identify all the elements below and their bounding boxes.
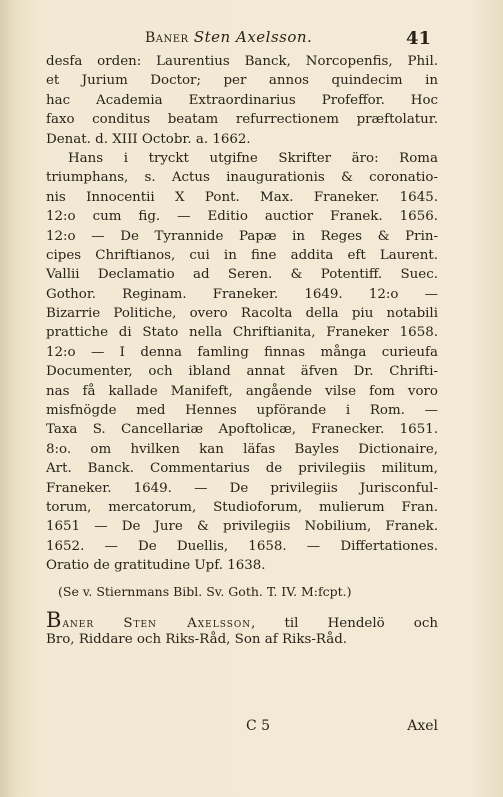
text-line: Vallii Declamatio ad Seren. & Potentiff. Suec. [46, 267, 438, 283]
paragraph-writings [46, 149, 438, 576]
text-line: 12:o — I denna famling finnas många curieufa [46, 344, 438, 360]
text-line: 1652. — De Duellis, 1658. — Differtationes. [46, 538, 438, 554]
text-line: Hans i tryckt utgifne Skrifter äro: Roma [68, 150, 438, 166]
text-line: faxo conditus beatam refurrectionem præftolatur. [46, 112, 438, 128]
reference-line: (Se v. Stiernmans Bibl. Sv. Goth. T. IV. M:fcpt.) [58, 583, 352, 599]
text-line: 12:o cum fig. — Editio auctior Franek. 1656. [46, 209, 438, 225]
entry-surname: aner [62, 615, 95, 631]
text-line: prattiche di Stato nella Chriftianita, Franeker 1658. [46, 325, 438, 341]
running-head-given-name: Sten Axelsson. [193, 28, 313, 46]
catchword: Axel [407, 718, 438, 734]
text-line: hac Academia Extraordinarius Profeffor. Hoc [46, 92, 438, 108]
text-line: Taxa S. Cancellariæ Apoftolicæ, Franecker. 1651. [46, 422, 438, 438]
text-line: et Jurium Doctor; per annos quindecim in [46, 73, 438, 89]
text-line: Denat. d. XIII Octobr. a. 1662. [46, 131, 251, 147]
text-line: Gothor. Reginam. Franeker. 1649. 12:o — [46, 286, 438, 302]
entry-baner-sten-axelsson [46, 611, 438, 650]
text-line: desfa orden: Laurentius Banck, Norcopenfis, Phil. [46, 54, 438, 69]
running-head-surname: Baner [145, 30, 189, 46]
paragraph-epitaph [46, 52, 438, 149]
text-line: Oratio de gratitudine Upf. 1638. [46, 558, 266, 574]
entry-initial: B [46, 610, 63, 631]
signature-mark: C 5 [246, 718, 271, 734]
page-number: 41 [405, 28, 431, 49]
entry-line-2: Bro, Riddare och Riks-Råd, Son af Riks-Råd. [46, 632, 348, 648]
text-line: misfnögde med Hennes upförande i Rom. — [46, 403, 438, 419]
text-line: Art. Banck. Commentarius de privilegiis militum, [46, 461, 438, 477]
text-line: 12:o — De Tyrannide Papæ in Reges & Prin- [46, 228, 438, 244]
entry-text: , til Hendelö och [251, 615, 438, 631]
text-line: cipes Chriftianos, cui in fine addita eft Laurent. [46, 247, 438, 263]
text-line: nis Innocentii X Pont. Max. Franeker. 1645. [46, 189, 438, 205]
main-text [46, 52, 438, 650]
text-line: nas få kallade Manifeft, angående vilse fom voro [46, 383, 438, 399]
text-line: Franeker. 1649. — De privilegiis Jurisconful- [46, 480, 438, 496]
entry-given-name: Sten Axelsson [123, 615, 252, 631]
text-line: triumphans, s. Actus inaugurationis & coronatio- [46, 170, 438, 186]
running-head [145, 28, 312, 46]
text-line: Documenter, och ibland annat äfven Dr. Chrifti- [46, 364, 438, 380]
text-line: Bizarrie Politiche, overo Racolta della piu notabili [46, 306, 438, 322]
page-header [0, 28, 503, 52]
text-line: torum, mercatorum, Studioforum, mulierum Fran. [46, 499, 438, 515]
page-footer [46, 718, 438, 738]
text-line: 8:o. om hvilken kan läfas Bayles Dictionaire, [46, 441, 438, 457]
text-line: 1651 — De Jure & privilegiis Nobilium, Franek. [46, 519, 438, 535]
entry-heading-line [46, 611, 438, 630]
